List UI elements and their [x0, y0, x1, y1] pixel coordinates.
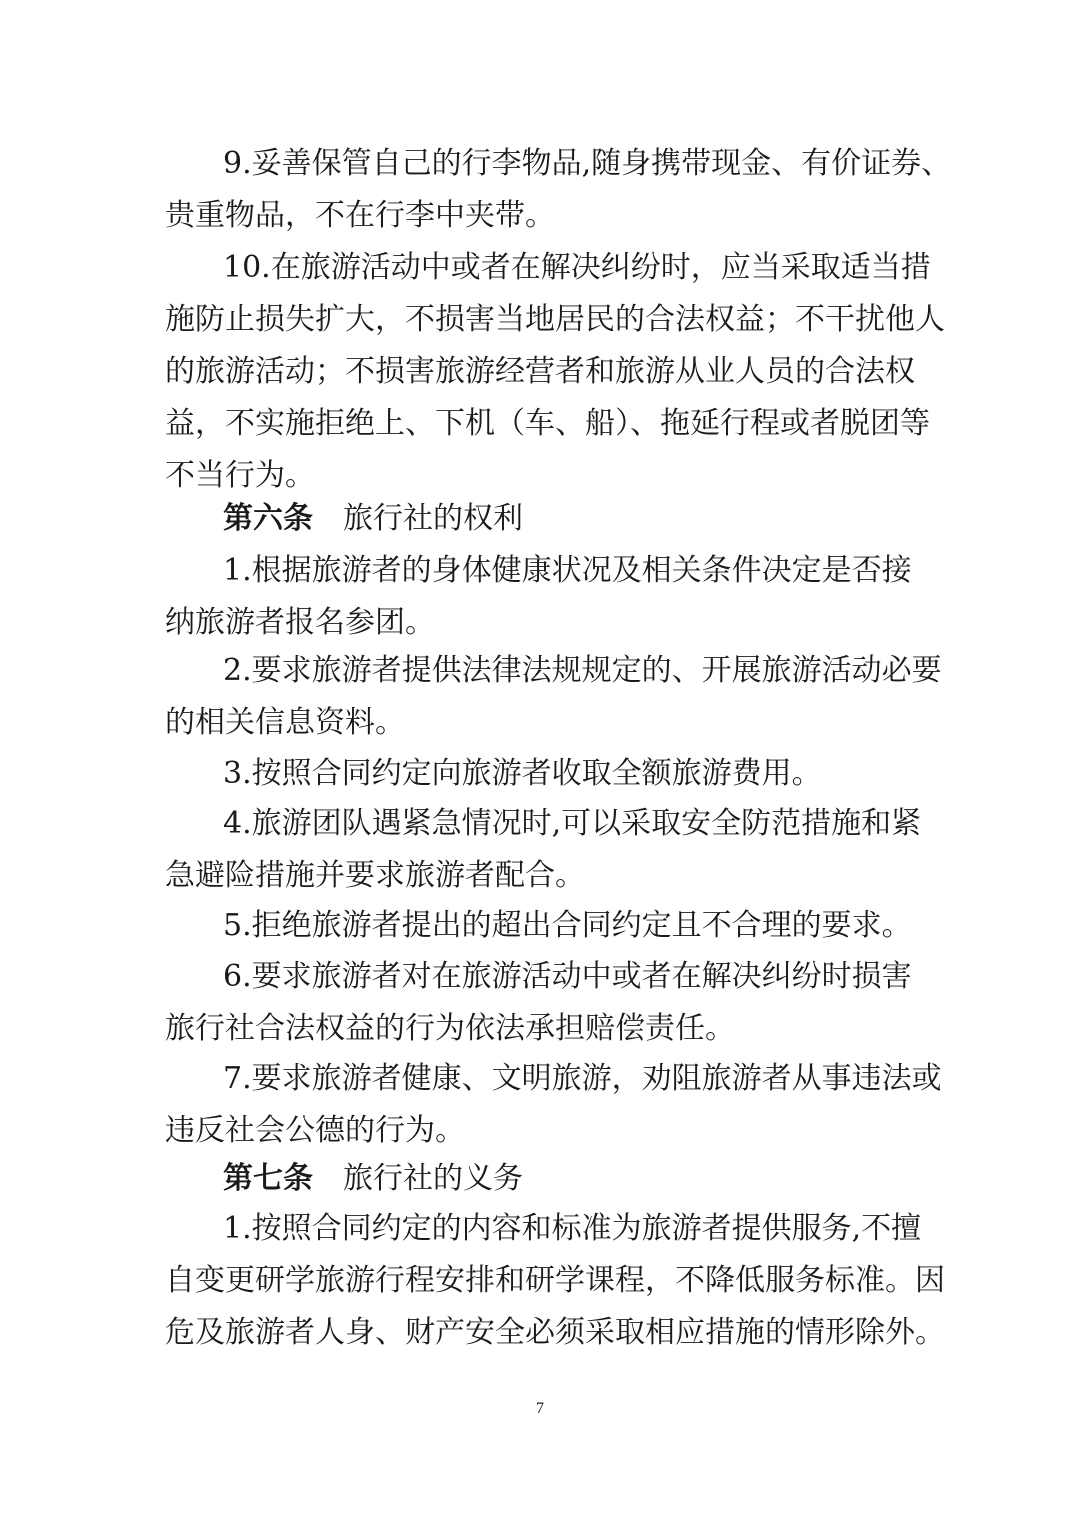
- paragraph-line: 危及旅游者人身、财产安全必须采取相应措施的情形除外。: [165, 1315, 945, 1350]
- article-number: 第七条: [223, 1161, 313, 1196]
- article-heading: [223, 493, 907, 545]
- article-title: 旅行社的权利: [343, 501, 523, 536]
- paragraph-line: 纳旅游者报名参团。: [165, 605, 435, 640]
- paragraph-line: 急避险措施并要求旅游者配合。: [165, 858, 585, 893]
- paragraph-line: 益，不实施拒绝上、下机（车、船）、拖延行程或者脱团等: [165, 406, 930, 441]
- paragraph-line: 施防止损失扩大，不损害当地居民的合法权益；不干扰他人: [165, 302, 945, 337]
- article-title: 旅行社的义务: [343, 1161, 523, 1196]
- page-number: 7: [536, 1400, 544, 1417]
- paragraph-line: 违反社会公德的行为。: [165, 1113, 465, 1148]
- paragraph-line: 1.按照合同约定的内容和标准为旅游者提供服务,不擅: [223, 1211, 922, 1246]
- paragraph-line: 4.旅游团队遇紧急情况时,可以采取安全防范措施和紧: [223, 806, 922, 841]
- paragraph-line: 9.妥善保管自己的行李物品,随身携带现金、有价证券、: [223, 146, 952, 181]
- paragraph-line: 的旅游活动；不损害旅游经营者和旅游从业人员的合法权: [165, 354, 915, 389]
- article-number: 第六条: [223, 501, 313, 536]
- paragraph-line: 不当行为。: [165, 458, 315, 493]
- paragraph-line: 自变更研学旅游行程安排和研学课程，不降低服务标准。因: [165, 1263, 945, 1298]
- paragraph-line: 贵重物品，不在行李中夹带。: [165, 198, 555, 233]
- paragraph-line: 的相关信息资料。: [165, 705, 405, 740]
- article-heading: [223, 1153, 907, 1205]
- paragraph-line: 5.拒绝旅游者提出的超出合同约定且不合理的要求。: [223, 908, 912, 943]
- paragraph-line: 1.根据旅游者的身体健康状况及相关条件决定是否接: [223, 553, 912, 588]
- paragraph-line: 2.要求旅游者提供法律法规规定的、开展旅游活动必要: [223, 653, 942, 688]
- paragraph-line: 7.要求旅游者健康、文明旅游，劝阻旅游者从事违法或: [223, 1061, 942, 1096]
- paragraph-line: 3.按照合同约定向旅游者收取全额旅游费用。: [223, 756, 822, 791]
- paragraph-line: 6.要求旅游者对在旅游活动中或者在解决纠纷时损害: [223, 959, 912, 994]
- paragraph-line: 10.在旅游活动中或者在解决纠纷时，应当采取适当措: [223, 250, 931, 285]
- paragraph-line: 旅行社合法权益的行为依法承担赔偿责任。: [165, 1011, 735, 1046]
